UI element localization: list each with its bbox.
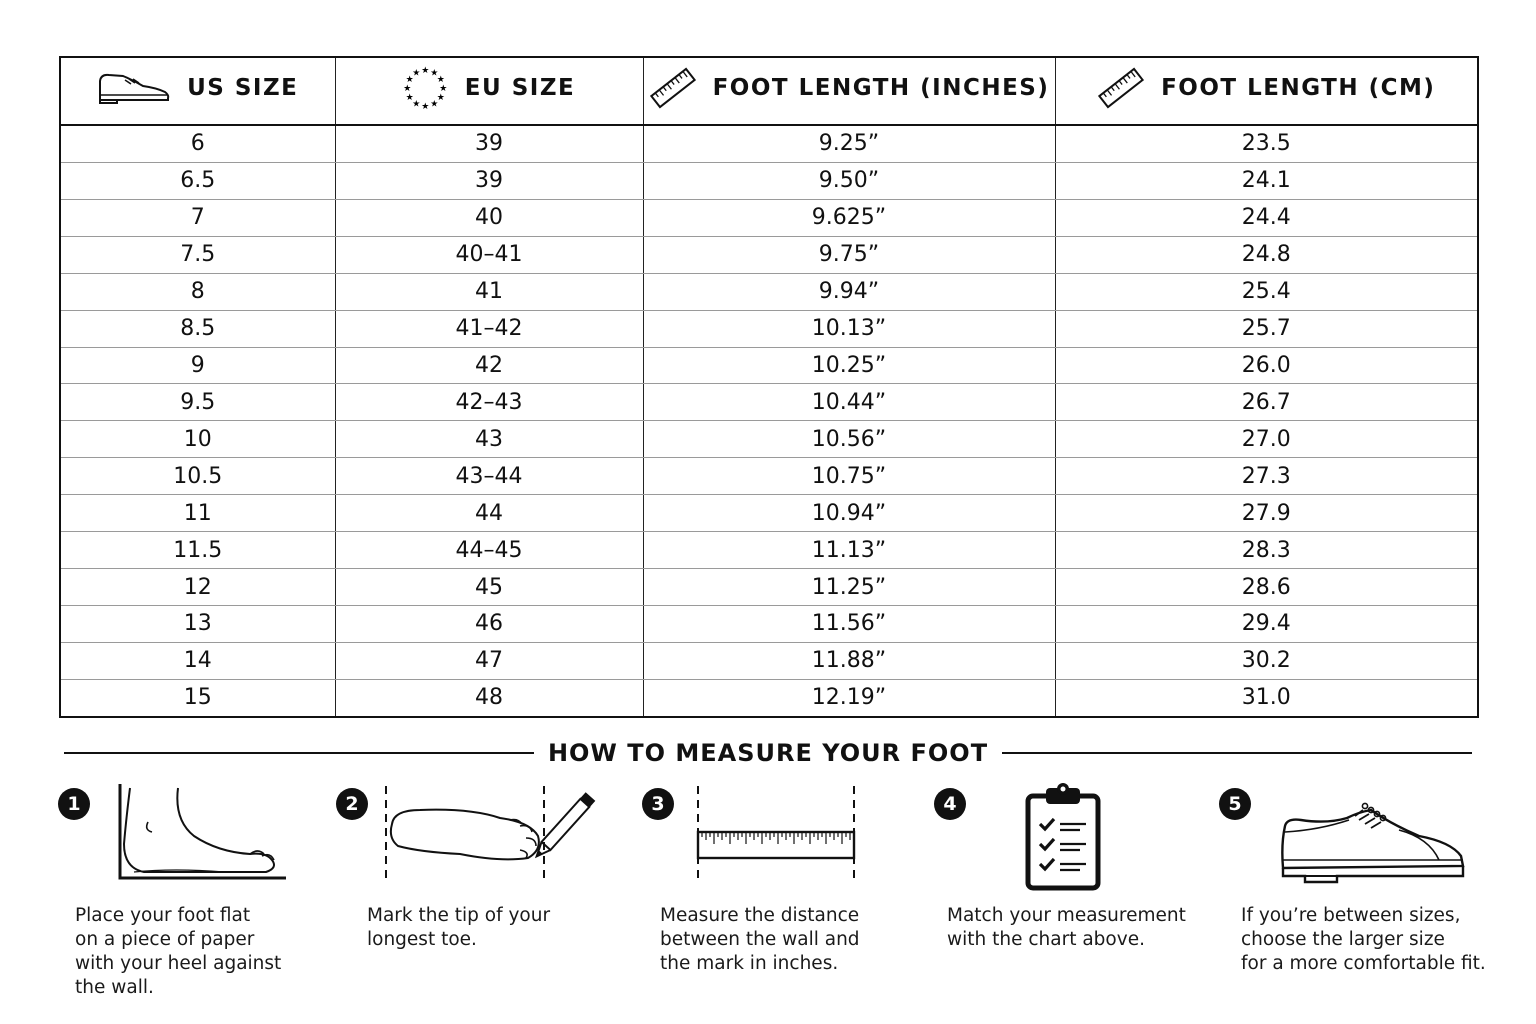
table-row [60,421,1478,458]
us-size-cell: 12 [60,569,335,606]
svg-text:★: ★ [436,93,447,103]
step-text: Place your foot flat on a piece of paper with your heel against the wall. [75,905,282,998]
eu-size-cell: 39 [335,162,643,199]
step-1 [58,780,318,1010]
foot-length-inches-cell: 10.25” [643,347,1055,384]
eu-size-cell: 47 [335,642,643,679]
foot-length-inches-cell: 10.44” [643,384,1055,421]
table-row [60,125,1478,162]
table-row [60,458,1478,495]
foot-length-inches-cell: 11.56” [643,606,1055,643]
step-3 [642,780,902,1010]
us-size-cell: 8 [60,273,335,310]
eu-size-cell: 41–42 [335,310,643,347]
mark-toe-pencil-icon [380,780,604,888]
foot-length-inches-cell: 10.56” [643,421,1055,458]
table-row [60,347,1478,384]
svg-text:★: ★ [421,66,431,76]
header-foot-length-cm-label: FOOT LENGTH (CM) [1161,75,1436,101]
us-size-cell: 11 [60,495,335,532]
svg-text:★: ★ [403,84,413,94]
foot-length-cm-cell: 23.5 [1055,125,1478,162]
us-size-cell: 6.5 [60,162,335,199]
header-foot-length-inches-label: FOOT LENGTH (INCHES) [712,75,1050,101]
eu-size-cell: 48 [335,679,643,717]
step-number: 4 [934,788,966,820]
foot-length-inches-cell: 11.13” [643,532,1055,569]
svg-text:★: ★ [421,102,431,111]
svg-text:★: ★ [412,68,422,79]
header-eu-size [335,57,643,125]
ruler-icon [649,64,697,112]
us-size-cell: 10.5 [60,458,335,495]
foot-length-cm-cell: 28.3 [1055,532,1478,569]
svg-text:★: ★ [430,68,440,79]
us-size-cell: 11.5 [60,532,335,569]
foot-length-cm-cell: 24.1 [1055,162,1478,199]
foot-length-cm-cell: 26.0 [1055,347,1478,384]
foot-length-inches-cell: 9.625” [643,199,1055,236]
foot-length-inches-cell: 10.75” [643,458,1055,495]
eu-size-cell: 40 [335,199,643,236]
svg-text:★: ★ [412,99,422,110]
step-text: Measure the distance between the wall and the mark in inches. [660,905,860,974]
us-size-cell: 13 [60,606,335,643]
us-size-cell: 6 [60,125,335,162]
table-row [60,569,1478,606]
header-foot-length-inches [643,57,1055,125]
table-row [60,310,1478,347]
step-text: If you’re between sizes, choose the larger size for a more comfortable fit. [1241,905,1486,974]
table-row [60,199,1478,236]
us-size-cell: 8.5 [60,310,335,347]
step-number: 3 [642,788,674,820]
us-size-cell: 9.5 [60,384,335,421]
us-size-cell: 9 [60,347,335,384]
foot-length-cm-cell: 24.8 [1055,236,1478,273]
size-chart-body [60,125,1478,717]
table-row [60,642,1478,679]
eu-size-cell: 42 [335,347,643,384]
svg-text:★: ★ [430,99,440,110]
heading-rule-right [1002,752,1472,754]
us-size-cell: 7 [60,199,335,236]
foot-length-cm-cell: 25.7 [1055,310,1478,347]
table-row [60,532,1478,569]
foot-length-cm-cell: 31.0 [1055,679,1478,717]
header-us-size-label: US SIZE [187,75,299,101]
foot-length-cm-cell: 27.9 [1055,495,1478,532]
step-text: Match your measurement with the chart above. [947,905,1186,950]
how-to-measure-title: HOW TO MEASURE YOUR FOOT [547,739,989,767]
us-size-cell: 10 [60,421,335,458]
foot-length-cm-cell: 28.6 [1055,569,1478,606]
foot-length-inches-cell: 9.94” [643,273,1055,310]
us-size-cell: 14 [60,642,335,679]
table-row [60,384,1478,421]
eu-size-cell: 43–44 [335,458,643,495]
measuring-ruler-icon [692,780,862,888]
foot-length-cm-cell: 25.4 [1055,273,1478,310]
table-row [60,162,1478,199]
eu-size-cell: 39 [335,125,643,162]
dress-shoe-icon [1279,780,1471,892]
eu-size-cell: 44–45 [335,532,643,569]
header-us-size [60,57,335,125]
foot-length-cm-cell: 26.7 [1055,384,1478,421]
foot-length-cm-cell: 27.0 [1055,421,1478,458]
step-number: 5 [1219,788,1251,820]
table-row [60,606,1478,643]
eu-size-cell: 41 [335,273,643,310]
step-text: Mark the tip of your longest toe. [367,905,551,950]
eu-size-cell: 42–43 [335,384,643,421]
shoe-icon [97,71,171,105]
foot-length-cm-cell: 29.4 [1055,606,1478,643]
svg-text:★: ★ [439,84,449,94]
clipboard-checklist-icon [1024,780,1104,894]
step-4 [934,780,1194,1010]
header-row [60,57,1478,125]
header-eu-size-label: EU SIZE [464,75,576,101]
eu-size-cell: 43 [335,421,643,458]
foot-against-wall-icon [114,780,290,884]
us-size-cell: 15 [60,679,335,717]
foot-length-inches-cell: 9.50” [643,162,1055,199]
foot-length-inches-cell: 12.19” [643,679,1055,717]
step-2 [336,780,616,1010]
how-to-measure-heading [64,736,1472,770]
us-size-cell: 7.5 [60,236,335,273]
header-foot-length-cm [1055,57,1478,125]
foot-length-inches-cell: 11.88” [643,642,1055,679]
foot-length-inches-cell: 9.75” [643,236,1055,273]
foot-length-inches-cell: 11.25” [643,569,1055,606]
ruler-icon [1097,64,1145,112]
eu-size-cell: 46 [335,606,643,643]
foot-length-cm-cell: 30.2 [1055,642,1478,679]
foot-length-inches-cell: 9.25” [643,125,1055,162]
table-row [60,273,1478,310]
eu-size-cell: 45 [335,569,643,606]
eu-size-cell: 40–41 [335,236,643,273]
svg-text:★: ★ [405,75,415,85]
size-chart-table [59,56,1479,718]
svg-text:★: ★ [405,93,415,103]
table-row [60,495,1478,532]
step-number: 1 [58,788,90,820]
eu-size-cell: 44 [335,495,643,532]
foot-length-inches-cell: 10.13” [643,310,1055,347]
step-5 [1219,780,1519,1010]
heading-rule-left [64,752,534,754]
step-number: 2 [336,788,368,820]
eu-stars-icon [403,65,449,111]
table-row [60,236,1478,273]
foot-length-inches-cell: 10.94” [643,495,1055,532]
svg-text:★: ★ [436,75,447,85]
foot-length-cm-cell: 27.3 [1055,458,1478,495]
table-row [60,679,1478,717]
foot-length-cm-cell: 24.4 [1055,199,1478,236]
